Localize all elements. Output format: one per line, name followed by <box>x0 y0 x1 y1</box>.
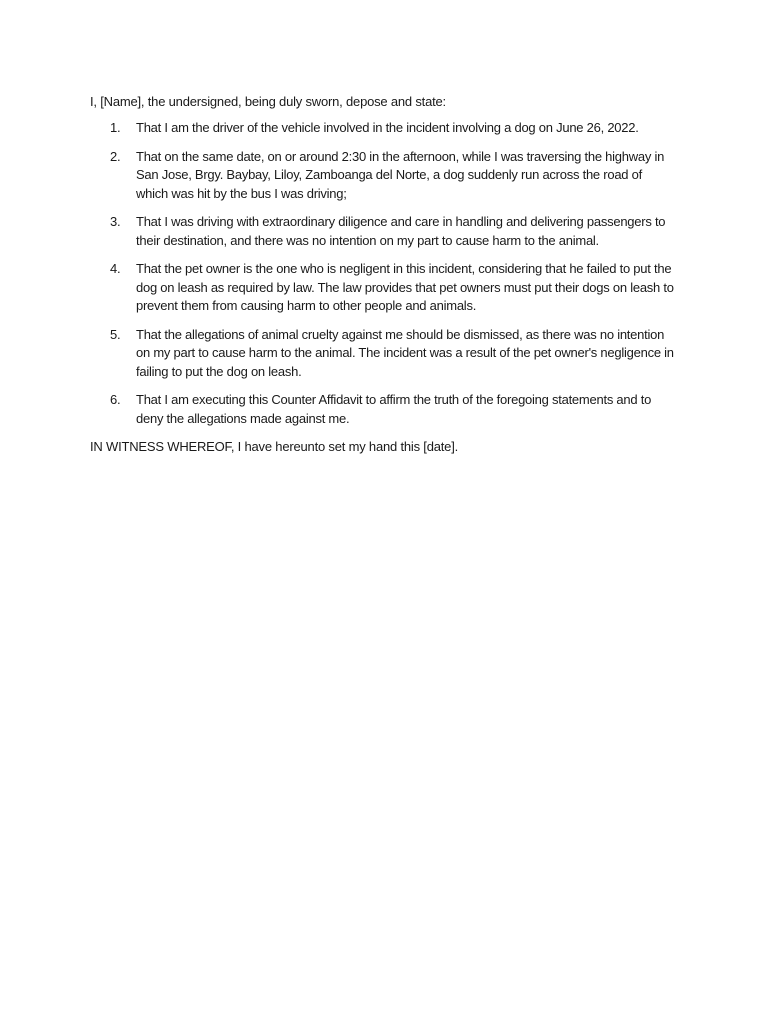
clause-item <box>90 119 678 138</box>
clause-text: That I am the driver of the vehicle involved in the incident involving a dog on June 26, 2022. <box>136 120 639 135</box>
clause-text: That I am executing this Counter Affidavit to affirm the truth of the foregoing statements and to deny the allegations made against me. <box>136 392 652 426</box>
clause-text: That the pet owner is the one who is negligent in this incident, considering that he failed to put the dog on leash as required by law. The law provides that pet owners must put their dogs on leash to prevent them from causing harm to other people and animals. <box>136 261 674 313</box>
closing-statement: IN WITNESS WHEREOF, I have hereunto set my hand this [date]. <box>90 439 459 454</box>
clause-number: 2. <box>110 148 121 164</box>
clause-item <box>90 260 678 316</box>
clause-list <box>90 119 678 428</box>
clause-number: 3. <box>110 214 121 229</box>
clause-number: 5. <box>110 326 121 342</box>
clause-number: 1. <box>110 120 121 135</box>
clause-text: That on the same date, on or around 2:30 in the afternoon, while I was traversing the highway in San Jose, Brgy. Baybay, Liloy, Zamboanga del Norte, a dog suddenly run across the road of which was hit by the bus I was driving; <box>136 148 665 201</box>
clause-item <box>90 391 678 428</box>
clause-number: 4. <box>110 261 121 276</box>
intro-statement: I, [Name], the undersigned, being duly sworn, depose and state: <box>90 94 446 109</box>
clause-item <box>90 213 678 250</box>
clause-item <box>90 326 678 382</box>
clause-text: That the allegations of animal cruelty against me should be dismissed, as there was no intention on my part to cause harm to the animal. The incident was a result of the pet owner's negligence in failing to put the dog on leash. <box>136 326 674 379</box>
clause-item <box>90 148 678 204</box>
clause-text: That I was driving with extraordinary diligence and care in handling and delivering passengers to their destination, and there was no intention on my part to cause harm to the animal. <box>136 214 666 248</box>
clause-number: 6. <box>110 392 121 407</box>
